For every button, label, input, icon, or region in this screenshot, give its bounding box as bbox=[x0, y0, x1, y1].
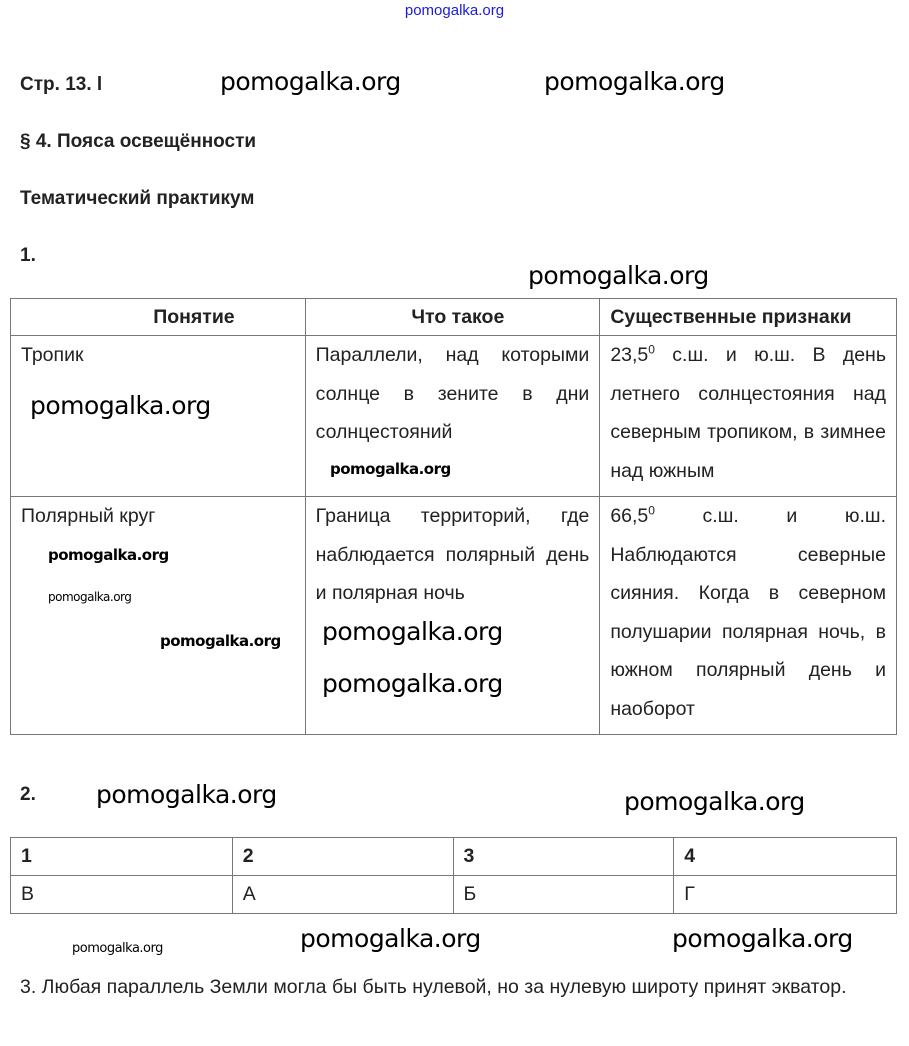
watermark: pomogalka.org bbox=[624, 787, 805, 816]
watermark: pomogalka.org bbox=[544, 67, 725, 96]
task1-number: 1. bbox=[20, 245, 36, 266]
watermark: pomogalka.org bbox=[30, 391, 211, 420]
answer-header: 1 bbox=[11, 838, 233, 876]
watermark: pomogalka.org bbox=[96, 780, 277, 809]
features-text: с.ш. и ю.ш. В день летнего солнцестояния над северным тропиком, в зимнее над южным bbox=[610, 344, 886, 482]
watermark: pomogalka.org bbox=[220, 67, 401, 96]
watermark: pomogalka.org bbox=[48, 546, 169, 564]
answer-cell: Б bbox=[453, 876, 674, 914]
answer-header: 2 bbox=[232, 838, 453, 876]
task2-number: 2. bbox=[20, 784, 36, 805]
table-row bbox=[11, 497, 897, 735]
what-cell: Граница территорий, где наблюдается полярный день и полярная ночь bbox=[305, 497, 600, 735]
degree: 0 bbox=[648, 342, 655, 357]
latitude: 23,5 bbox=[610, 344, 649, 366]
answer-cell: А bbox=[232, 876, 453, 914]
watermark: pomogalka.org bbox=[160, 632, 281, 650]
watermark: pomogalka.org bbox=[330, 460, 451, 478]
task3-text: 3. Любая параллель Земли могла бы быть нулевой, но за нулевую широту принят экватор. bbox=[20, 976, 847, 998]
answers-header-row bbox=[11, 838, 897, 876]
header-concept: Понятие bbox=[11, 299, 306, 336]
site-watermark-link[interactable]: pomogalka.org bbox=[404, 2, 505, 19]
term-cell: Полярный круг bbox=[11, 497, 306, 735]
watermark: pomogalka.org bbox=[528, 261, 709, 290]
answer-header: 4 bbox=[674, 838, 897, 876]
answers-row bbox=[11, 876, 897, 914]
features-cell bbox=[600, 497, 897, 735]
latitude: 66,5 bbox=[610, 505, 649, 527]
watermark: pomogalka.org bbox=[322, 617, 503, 646]
page-number: Стр. 13. l bbox=[20, 74, 103, 95]
term-cell: Тропик bbox=[11, 336, 306, 497]
degree: 0 bbox=[648, 503, 655, 518]
section-title: § 4. Пояса освещённости bbox=[20, 131, 257, 152]
features-cell bbox=[600, 336, 897, 497]
answer-cell: Г bbox=[674, 876, 897, 914]
watermark: pomogalka.org bbox=[322, 669, 503, 698]
table-header-row bbox=[11, 299, 897, 336]
answer-cell: В bbox=[11, 876, 233, 914]
watermark: pomogalka.org bbox=[672, 924, 853, 953]
header-features: Существенные признаки bbox=[600, 299, 897, 336]
header-what: Что такое bbox=[305, 299, 600, 336]
watermark: pomogalka.org bbox=[48, 590, 132, 604]
watermark: pomogalka.org bbox=[72, 941, 163, 956]
answers-table bbox=[10, 837, 897, 914]
subtitle: Тематический практикум bbox=[20, 188, 255, 209]
watermark: pomogalka.org bbox=[300, 924, 481, 953]
what-cell: Параллели, над которыми солнце в зените в дни солнцестояний bbox=[305, 336, 600, 497]
features-text: с.ш. и ю.ш. Наблюдаются северные сияния. Когда в северном полушарии полярная ночь, в южном полярный день и наоборот bbox=[610, 505, 886, 720]
answer-header: 3 bbox=[453, 838, 674, 876]
